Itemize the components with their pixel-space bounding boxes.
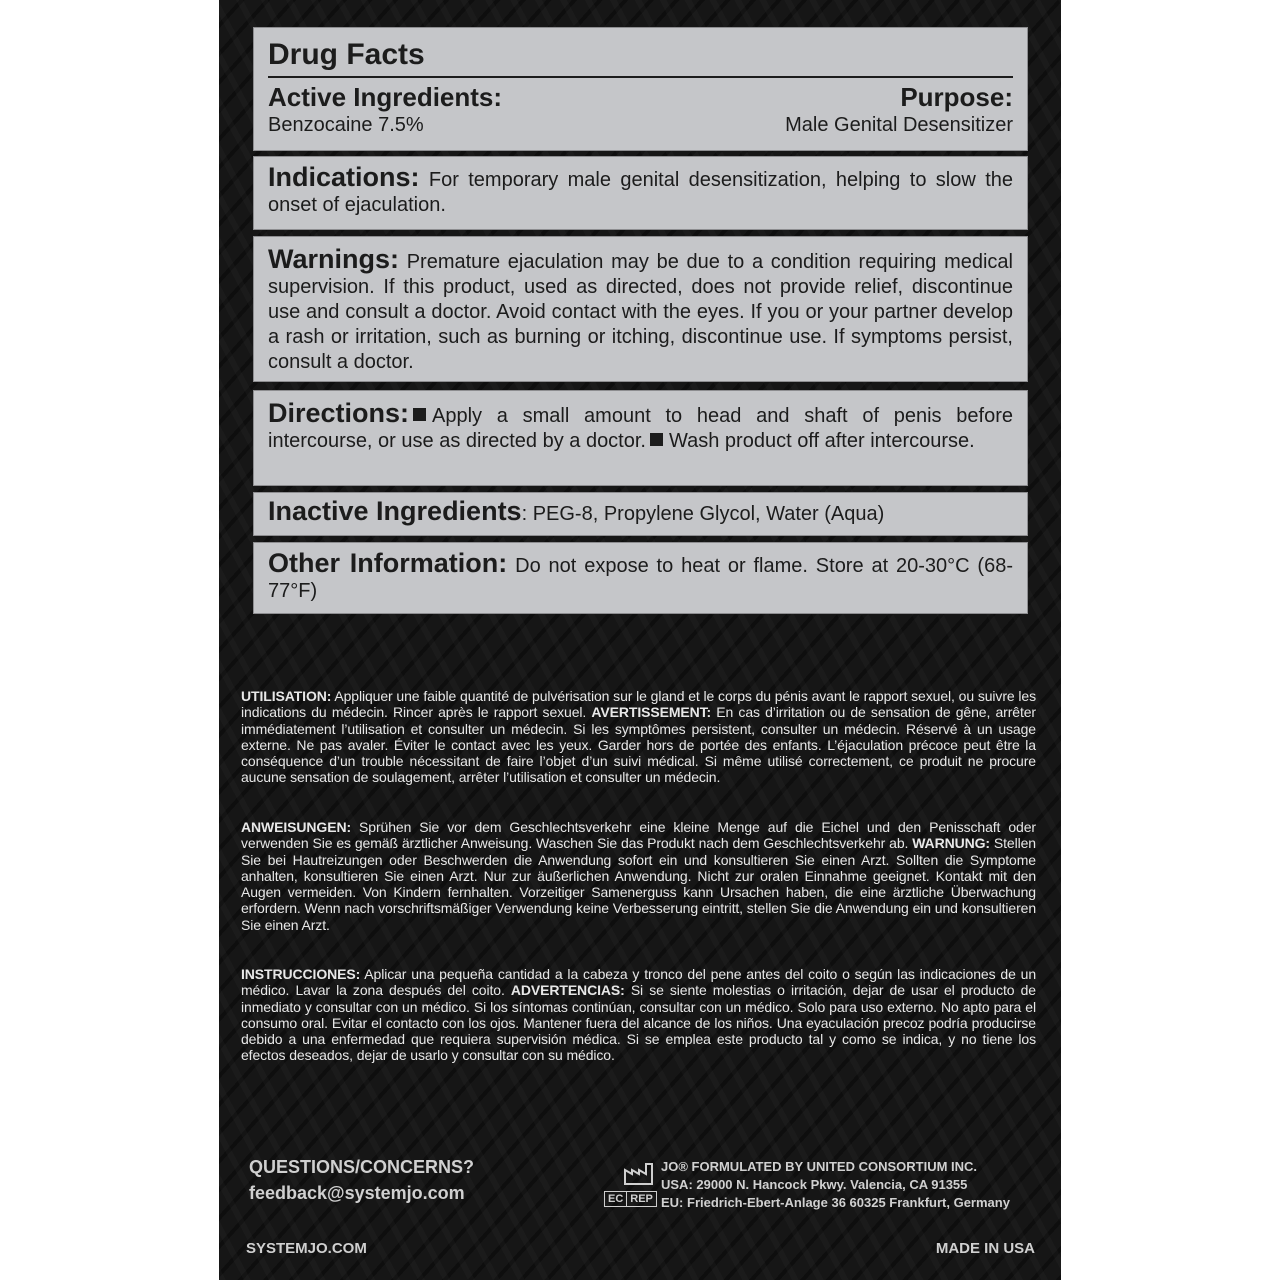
purpose-label: Purpose: [900,82,1013,112]
inactive-ingredients-label: Inactive Ingredients [268,496,522,526]
german-heading-usage: ANWEISUNGEN: [241,819,352,835]
inactive-ingredients-text [268,493,1013,527]
french-instructions [241,688,1036,786]
feedback-email: feedback@systemjo.com [249,1183,465,1203]
questions-heading: QUESTIONS/CONCERNS? [249,1157,475,1177]
other-information-box [253,542,1028,614]
spanish-warning-text: Si se siente molestias o irritación, dejar de usar el producto de inmediato y consultar con un médico. Si los síntomas continúan, consultar con un médico. Solo para uso externo. No apto para el consumo oral. Evitar el contacto con los ojos. Mantener fuera del alcance de los niños. Una eyaculación precoz podría producirse debido a una enfermedad que requiera supervisión médica. Si se emplea este producto tal y como se indica, y no tiene los efectos deseados, dejar de usarlo y consultar con su médico. [241,982,1036,1064]
ec-rep-badge [604,1191,657,1207]
active-ingredients-value-row [268,112,1013,138]
directions-box [253,390,1028,486]
spanish-heading-warning: ADVERTENCIAS: [510,982,625,999]
french-heading-usage: UTILISATION: [241,688,332,704]
website-text: SYSTEMJO.COM [246,1240,367,1257]
french-usage-text: Appliquer une faible quantité de pulvérisation sur le gland et le corps du pénis avant le rapport sexuel, ou suivre les indications du médecin. Rincer après le rapport sexuel. [241,688,1036,721]
spanish-heading-usage: INSTRUCCIONES: [241,966,361,982]
indications-label: Indications: [268,162,420,192]
active-ingredients-label: Active Ingredients: [268,82,503,112]
active-ingredients-value: Benzocaine 7.5% [268,114,424,136]
inactive-ingredients-box [253,492,1028,536]
warnings-label: Warnings: [268,244,399,274]
ec-label: EC [608,1193,624,1205]
indications-box [253,156,1028,230]
warnings-box [253,236,1028,382]
french-heading-warning: AVERTISSEMENT: [591,704,712,721]
inactive-ingredients-body: : PEG-8, Propylene Glycol, Water (Aqua) [521,503,885,525]
manufacturer-line-2: USA: 29000 N. Hancock Pkwy. Valencia, CA 91355 [661,1177,968,1192]
active-ingredients-header-row [268,78,1013,112]
rep-label: REP [626,1192,656,1206]
warnings-body: Premature ejaculation may be due to a condition requiring medical supervision. If this product, used as directed, does not provide relief, discontinue use and consult a doctor. Avoid contact with the eyes. If you or your partner develop a rash or irritation, such as burning or itching, discontinue use. If symptoms persist, consult a doctor. [268,251,1013,373]
german-usage-text: Sprühen Sie vor dem Geschlechtsverkehr eine kleine Menge auf die Eichel und den Penisschaft oder verwenden Sie es gemäß ärztlicher Anweisung. Waschen Sie das Produkt nach dem Geschlechtsverkehr ab. [241,819,1036,852]
directions-text [268,391,1013,454]
spanish-usage-text: Aplicar una pequeña cantidad a la cabeza y tronco del pene antes del coito o según las indicaciones de un médico. Lavar la zona después del coito. [241,966,1036,999]
other-information-label: Other Information: [268,548,508,578]
german-heading-warning: WARNUNG: [912,835,990,852]
product-label-panel [219,0,1061,1280]
directions-step-2: Wash product off after intercourse. [668,430,975,452]
indications-body: For temporary male genital desensitization, helping to slow the onset of ejaculation. [268,169,1013,216]
warnings-text [268,237,1013,375]
bullet-square-icon [413,408,426,421]
drug-facts-title: Drug Facts [268,38,425,71]
manufacturer-line-3: EU: Friedrich-Ebert-Anlage 36 60325 Frankfurt, Germany [661,1195,1010,1210]
spanish-instructions [241,966,1036,1064]
made-in-text: MADE IN USA [935,1240,1035,1257]
manufacturer-factory-icon [623,1162,657,1186]
other-information-body: Do not expose to heat or flame. Store at 20-30°C (68-77°F) [268,555,1013,602]
bullet-square-icon [650,433,663,446]
manufacturer-line-1: JO® FORMULATED BY UNITED CONSORTIUM INC. [661,1159,978,1174]
french-warning-text: En cas d’irritation ou de sensation de gêne, arrêter immédiatement l’utilisation et consulter un médecin. Si les symptômes persistent, consulter un médecin. Réservé à un usage externe. Ne pas avaler. Éviter le contact avec les yeux. Garder hors de portée des enfants. L’éjaculation précoce peut être la conséquence d’un trouble nécessitant de faire l’objet d’un suivi médical. Si même utilisé correctement, ce produit ne procure aucune sensation de soulagement, arrêter l’utilisation et consulter un médecin. [241,704,1036,786]
drug-facts-box [253,27,1028,151]
manufacturer-info [661,1158,1041,1212]
other-information-text [268,543,1013,604]
directions-label: Directions: [268,398,410,428]
purpose-value: Male Genital Desensitizer [785,114,1013,136]
directions-step-1: Apply a small amount to head and shaft of penis before intercourse, or use as directed by a doctor. [268,405,1013,452]
german-instructions [241,819,1036,933]
german-warning-text: Stellen Sie bei Hautreizungen oder Beschwerden die Anwendung sofort ein und konsultieren Sie einen Arzt. Sollten die Symptome anhalten, konsultieren Sie einen Arzt. Nur zur äußerlichen Anwendung. Nicht zur oralen Einnahme geeignet. Kontakt mit den Augen vermeiden. Von Kindern fernhalten. Vorzeitiger Samenerguss kann Ursachen haben, die eine ärztliche Überwachung erfordern. Wenn nach vorschriftsmäßiger Verwendung keine Verbesserung eintritt, stellen Sie die Anwendung ein und konsultieren Sie einen Arzt. [241,835,1036,933]
indications-text [268,157,1013,218]
